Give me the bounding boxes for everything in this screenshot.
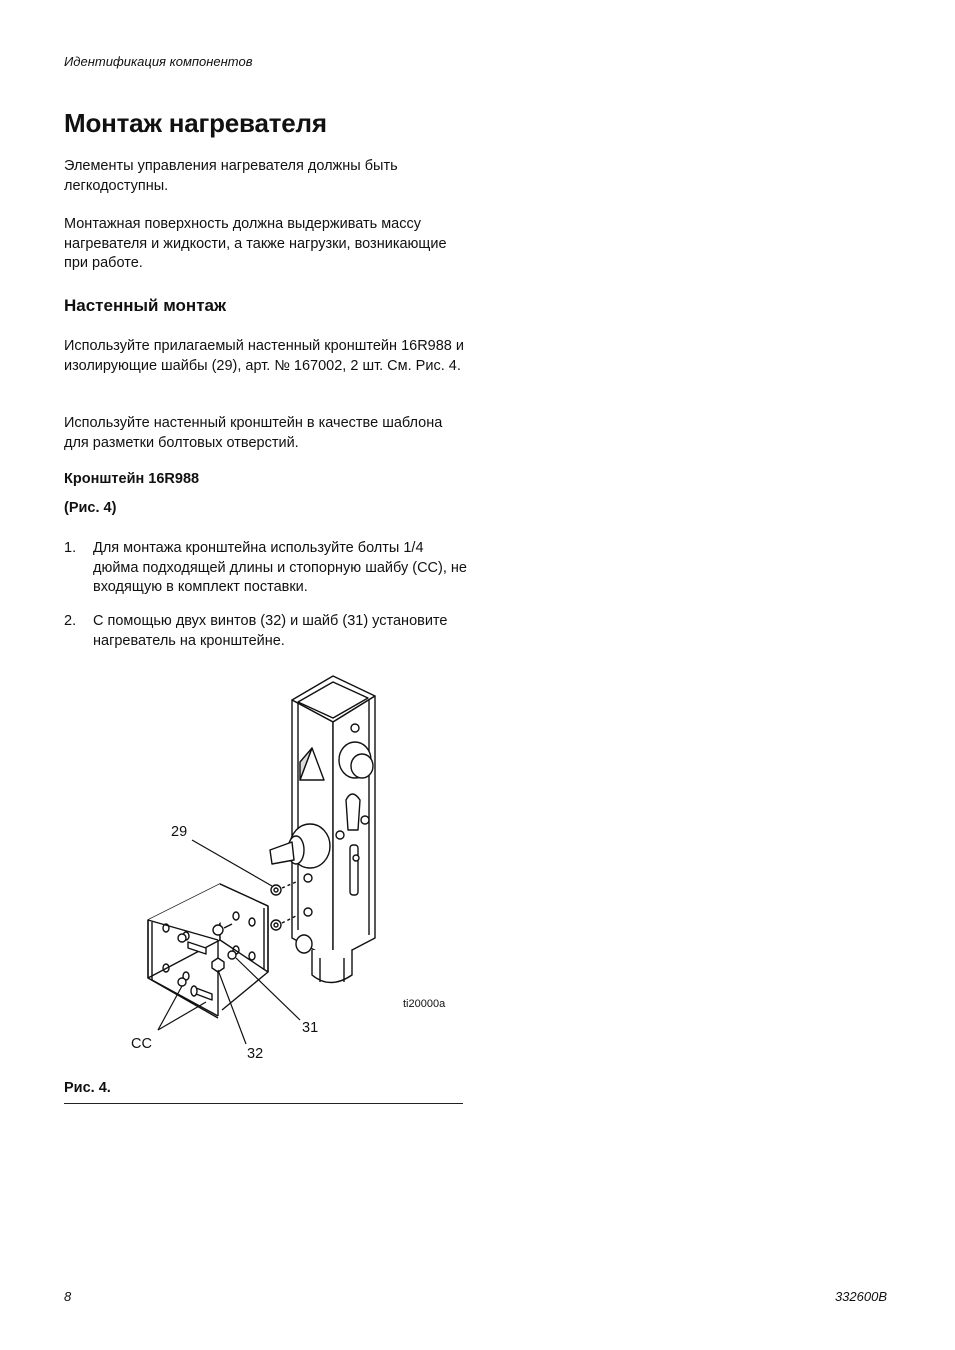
callout-29: 29 [171,824,188,840]
figure-image-id: ti20000a [403,998,446,1010]
intro-paragraph-1: Элементы управления нагревателя должны быть легкодоступны. [64,158,398,194]
caption-rule [64,1103,463,1104]
wall-mount-paragraph-2: Используйте настенный кронштейн в качестве шаблона для разметки болтовых отверстий. [64,415,443,451]
callout-cc: CC [131,1036,152,1052]
callout-31: 31 [302,1020,319,1036]
callout-32: 32 [247,1046,264,1062]
figure-caption: Рис. 4. [64,1080,111,1096]
list-item-number: 1. [64,540,77,556]
intro-paragraph-2: Монтажная поверхность должна выдерживать массу нагревателя и жидкости, а также нагрузки, возникающие при работе. [64,216,447,271]
document-number: 332600B [834,1289,887,1304]
page-title: Монтаж нагревателя [64,108,327,138]
heater-body [270,676,375,983]
list-item [64,539,467,599]
list-item-number: 2. [64,613,77,629]
list-item-text: С помощью двух винтов (32) и шайб (31) установите нагреватель на кронштейне. [93,613,448,649]
figure-reference: (Рис. 4) [64,500,117,516]
page-number: 8 [64,1289,72,1304]
bracket-heading: Кронштейн 16R988 [64,471,200,487]
section-heading-wall-mount: Настенный монтаж [64,296,227,315]
wall-mount-paragraph-1: Используйте прилагаемый настенный кронштейн 16R988 и изолирующие шайбы (29), арт. № 167002, 2 шт. См. Рис. 4. [64,338,464,374]
list-item [64,612,464,652]
list-item-text: Для монтажа кронштейна используйте болты 1/4 дюйма подходящей длины и стопорную шайбу (CC), не входящую в комплект поставки. [93,540,467,595]
running-header: Идентификация компонентов [64,54,253,69]
